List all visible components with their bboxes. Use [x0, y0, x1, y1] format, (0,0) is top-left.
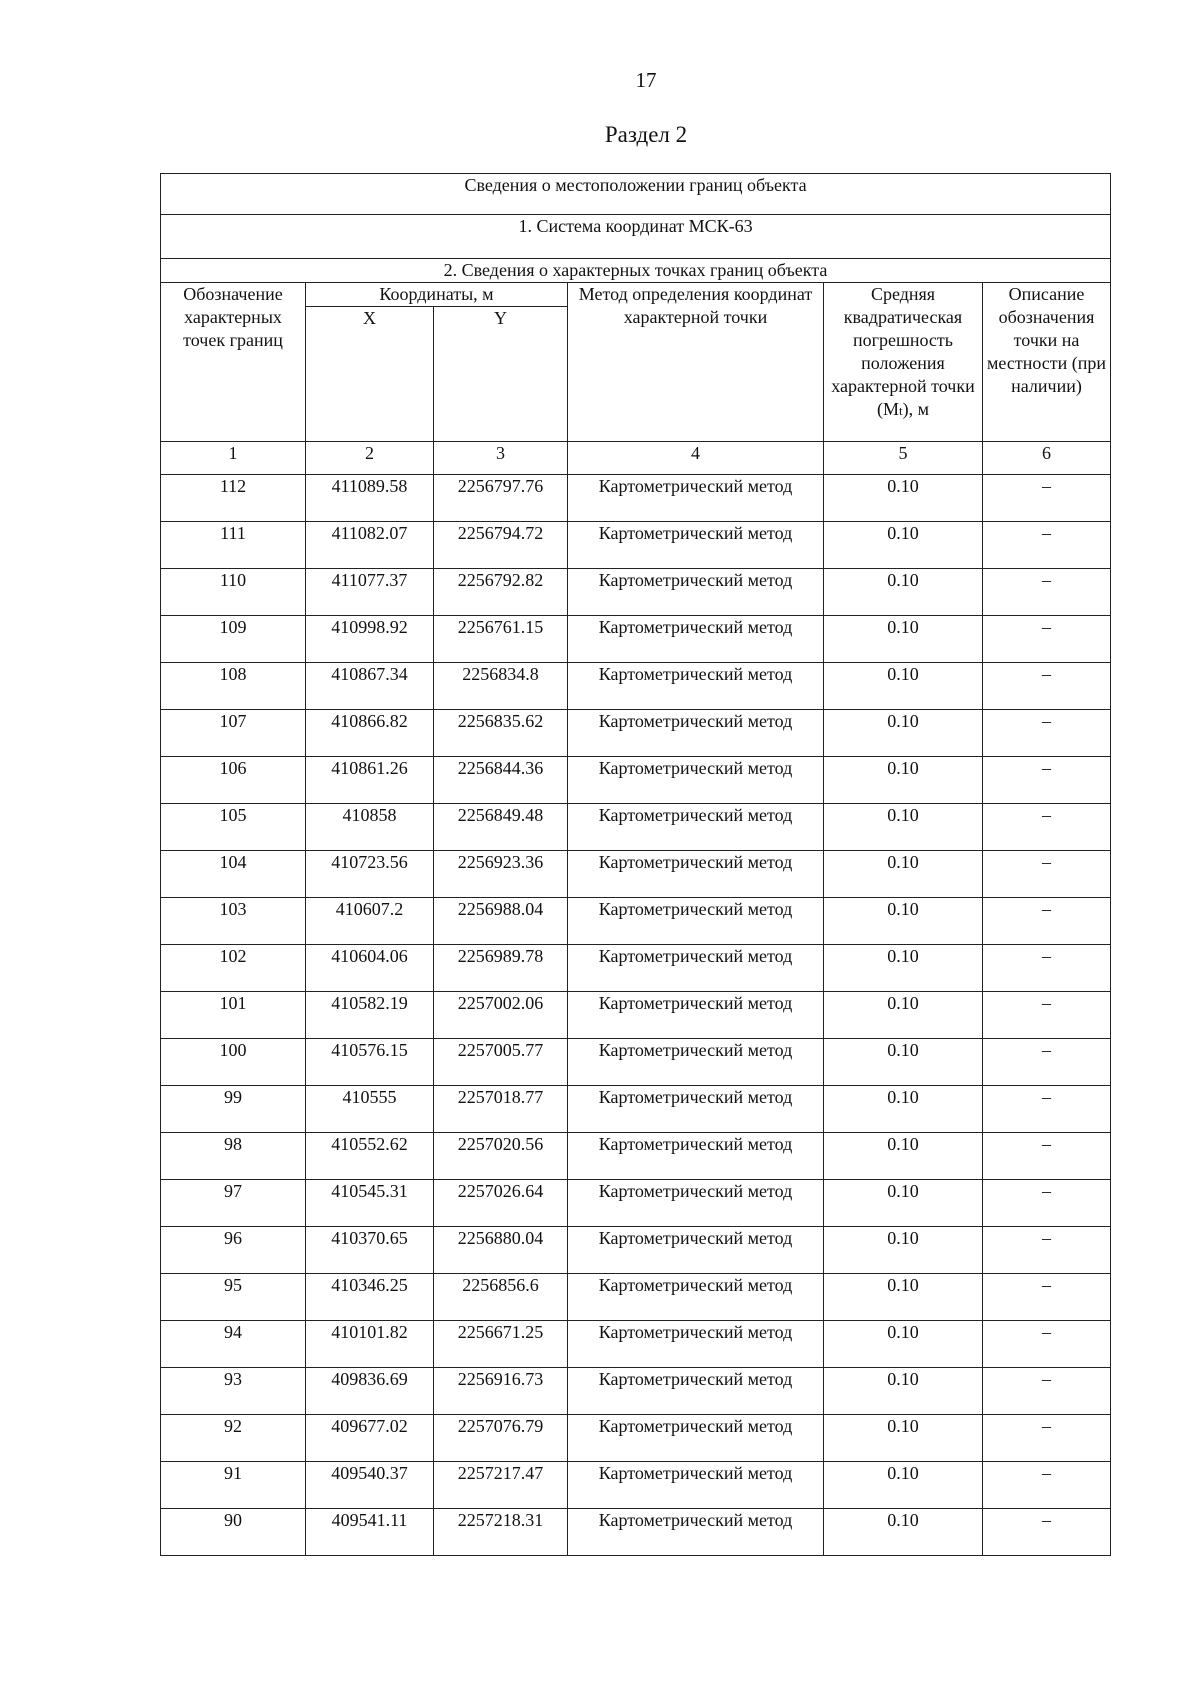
y-cell: 2256989.78 [434, 945, 568, 992]
description-cell: – [983, 616, 1111, 663]
method-cell: Картометрический метод [568, 992, 824, 1039]
method-cell: Картометрический метод [568, 663, 824, 710]
header-error-subscript: t [898, 403, 903, 418]
description-cell: – [983, 1227, 1111, 1274]
error-cell: 0.10 [824, 757, 983, 804]
table-row [161, 1509, 1111, 1556]
description-cell: – [983, 1039, 1111, 1086]
error-cell: 0.10 [824, 1462, 983, 1509]
y-cell: 2256792.82 [434, 569, 568, 616]
x-cell: 410545.31 [306, 1180, 434, 1227]
y-cell: 2256671.25 [434, 1321, 568, 1368]
y-cell: 2256844.36 [434, 757, 568, 804]
error-cell: 0.10 [824, 1180, 983, 1227]
method-cell: Картометрический метод [568, 757, 824, 804]
table-row [161, 475, 1111, 522]
error-cell: 0.10 [824, 569, 983, 616]
description-cell: – [983, 1368, 1111, 1415]
y-cell: 2257005.77 [434, 1039, 568, 1086]
error-cell: 0.10 [824, 1086, 983, 1133]
point-id-cell: 90 [161, 1509, 306, 1556]
y-cell: 2256923.36 [434, 851, 568, 898]
x-cell: 410576.15 [306, 1039, 434, 1086]
error-cell: 0.10 [824, 992, 983, 1039]
x-cell: 409836.69 [306, 1368, 434, 1415]
error-cell: 0.10 [824, 1133, 983, 1180]
error-cell: 0.10 [824, 945, 983, 992]
table-row [161, 945, 1111, 992]
y-cell: 2256849.48 [434, 804, 568, 851]
table-row [161, 522, 1111, 569]
point-id-cell: 92 [161, 1415, 306, 1462]
error-cell: 0.10 [824, 1274, 983, 1321]
point-id-cell: 96 [161, 1227, 306, 1274]
x-cell: 410582.19 [306, 992, 434, 1039]
point-id-cell: 93 [161, 1368, 306, 1415]
method-cell: Картометрический метод [568, 1180, 824, 1227]
description-cell: – [983, 851, 1111, 898]
x-cell: 410861.26 [306, 757, 434, 804]
page-number: 17 [635, 68, 657, 92]
method-cell: Картометрический метод [568, 710, 824, 757]
method-cell: Картометрический метод [568, 1462, 824, 1509]
x-cell: 409677.02 [306, 1415, 434, 1462]
table-row [161, 1368, 1111, 1415]
point-id-cell: 108 [161, 663, 306, 710]
error-cell: 0.10 [824, 710, 983, 757]
method-cell: Картометрический метод [568, 945, 824, 992]
column-number: 2 [306, 442, 434, 475]
x-cell: 410552.62 [306, 1133, 434, 1180]
table-row [161, 898, 1111, 945]
table-row [161, 1321, 1111, 1368]
description-cell: – [983, 569, 1111, 616]
point-id-cell: 105 [161, 804, 306, 851]
error-cell: 0.10 [824, 663, 983, 710]
description-cell: – [983, 475, 1111, 522]
x-cell: 411082.07 [306, 522, 434, 569]
point-id-cell: 100 [161, 1039, 306, 1086]
method-cell: Картометрический метод [568, 475, 824, 522]
error-cell: 0.10 [824, 804, 983, 851]
x-cell: 410867.34 [306, 663, 434, 710]
error-cell: 0.10 [824, 1039, 983, 1086]
point-id-cell: 106 [161, 757, 306, 804]
x-cell: 410101.82 [306, 1321, 434, 1368]
point-id-cell: 98 [161, 1133, 306, 1180]
point-id-cell: 102 [161, 945, 306, 992]
header-y: Y [434, 307, 568, 442]
header-method: Метод определения координат характерной точки [568, 283, 824, 442]
x-cell: 410346.25 [306, 1274, 434, 1321]
table-row [161, 851, 1111, 898]
table-title: Сведения о местоположении границ объекта [161, 174, 1111, 215]
description-cell: – [983, 992, 1111, 1039]
description-cell: – [983, 945, 1111, 992]
y-cell: 2256797.76 [434, 475, 568, 522]
description-cell: – [983, 1133, 1111, 1180]
method-cell: Картометрический метод [568, 1274, 824, 1321]
table-row [161, 804, 1111, 851]
table-row [161, 663, 1111, 710]
method-cell: Картометрический метод [568, 522, 824, 569]
x-cell: 410370.65 [306, 1227, 434, 1274]
x-cell: 409541.11 [306, 1509, 434, 1556]
method-cell: Картометрический метод [568, 569, 824, 616]
x-cell: 410998.92 [306, 616, 434, 663]
y-cell: 2256856.6 [434, 1274, 568, 1321]
column-number: 4 [568, 442, 824, 475]
point-id-cell: 94 [161, 1321, 306, 1368]
y-cell: 2257217.47 [434, 1462, 568, 1509]
point-id-cell: 99 [161, 1086, 306, 1133]
header-designation: Обозначение характерных точек границ [161, 283, 306, 442]
header-error [824, 283, 983, 442]
header-error-text: Средняя квадратическая погрешность положения характерной точки (M [831, 284, 975, 419]
table-row [161, 1180, 1111, 1227]
error-cell: 0.10 [824, 1321, 983, 1368]
error-cell: 0.10 [824, 475, 983, 522]
table-row [161, 1274, 1111, 1321]
method-cell: Картометрический метод [568, 804, 824, 851]
point-id-cell: 107 [161, 710, 306, 757]
description-cell: – [983, 1415, 1111, 1462]
description-cell: – [983, 522, 1111, 569]
x-cell: 411077.37 [306, 569, 434, 616]
error-cell: 0.10 [824, 1415, 983, 1462]
y-cell: 2256988.04 [434, 898, 568, 945]
y-cell: 2257076.79 [434, 1415, 568, 1462]
error-cell: 0.10 [824, 522, 983, 569]
error-cell: 0.10 [824, 851, 983, 898]
method-cell: Картометрический метод [568, 1368, 824, 1415]
description-cell: – [983, 1509, 1111, 1556]
error-cell: 0.10 [824, 1368, 983, 1415]
description-cell: – [983, 1321, 1111, 1368]
point-id-cell: 104 [161, 851, 306, 898]
table-row [161, 992, 1111, 1039]
column-number: 5 [824, 442, 983, 475]
column-number: 3 [434, 442, 568, 475]
error-cell: 0.10 [824, 1227, 983, 1274]
x-cell: 411089.58 [306, 475, 434, 522]
method-cell: Картометрический метод [568, 1321, 824, 1368]
x-cell: 410607.2 [306, 898, 434, 945]
y-cell: 2257020.56 [434, 1133, 568, 1180]
point-id-cell: 97 [161, 1180, 306, 1227]
table-row [161, 1133, 1111, 1180]
x-cell: 410858 [306, 804, 434, 851]
point-id-cell: 111 [161, 522, 306, 569]
table-row [161, 710, 1111, 757]
x-cell: 410555 [306, 1086, 434, 1133]
y-cell: 2256880.04 [434, 1227, 568, 1274]
y-cell: 2256761.15 [434, 616, 568, 663]
description-cell: – [983, 757, 1111, 804]
y-cell: 2257026.64 [434, 1180, 568, 1227]
section-title: Раздел 2 [604, 122, 688, 147]
x-cell: 410723.56 [306, 851, 434, 898]
y-cell: 2257218.31 [434, 1509, 568, 1556]
points-heading: 2. Сведения о характерных точках границ объекта [161, 259, 1111, 283]
point-id-cell: 101 [161, 992, 306, 1039]
boundary-points-table [160, 173, 1111, 1556]
description-cell: – [983, 710, 1111, 757]
y-cell: 2256794.72 [434, 522, 568, 569]
description-cell: – [983, 1274, 1111, 1321]
description-cell: – [983, 804, 1111, 851]
table-row [161, 616, 1111, 663]
point-id-cell: 110 [161, 569, 306, 616]
table-row [161, 569, 1111, 616]
table-row [161, 1039, 1111, 1086]
x-cell: 410866.82 [306, 710, 434, 757]
header-coordinates: Координаты, м [306, 283, 568, 307]
y-cell: 2257002.06 [434, 992, 568, 1039]
error-cell: 0.10 [824, 1509, 983, 1556]
table-row [161, 1415, 1111, 1462]
error-cell: 0.10 [824, 898, 983, 945]
table-row [161, 1227, 1111, 1274]
method-cell: Картометрический метод [568, 1227, 824, 1274]
point-id-cell: 91 [161, 1462, 306, 1509]
description-cell: – [983, 898, 1111, 945]
point-id-cell: 95 [161, 1274, 306, 1321]
description-cell: – [983, 663, 1111, 710]
method-cell: Картометрический метод [568, 1509, 824, 1556]
y-cell: 2257018.77 [434, 1086, 568, 1133]
description-cell: – [983, 1180, 1111, 1227]
header-description: Описание обозначения точки на местности (при наличии) [983, 283, 1111, 442]
point-id-cell: 109 [161, 616, 306, 663]
header-error-unit: ), м [902, 399, 929, 419]
method-cell: Картометрический метод [568, 1415, 824, 1462]
y-cell: 2256835.62 [434, 710, 568, 757]
description-cell: – [983, 1086, 1111, 1133]
error-cell: 0.10 [824, 616, 983, 663]
table-row [161, 757, 1111, 804]
x-cell: 409540.37 [306, 1462, 434, 1509]
x-cell: 410604.06 [306, 945, 434, 992]
method-cell: Картометрический метод [568, 616, 824, 663]
point-id-cell: 103 [161, 898, 306, 945]
method-cell: Картометрический метод [568, 1039, 824, 1086]
method-cell: Картометрический метод [568, 1133, 824, 1180]
y-cell: 2256916.73 [434, 1368, 568, 1415]
table-row [161, 1462, 1111, 1509]
method-cell: Картометрический метод [568, 851, 824, 898]
y-cell: 2256834.8 [434, 663, 568, 710]
column-number: 6 [983, 442, 1111, 475]
method-cell: Картометрический метод [568, 898, 824, 945]
header-x: X [306, 307, 434, 442]
method-cell: Картометрический метод [568, 1086, 824, 1133]
coordinate-system: 1. Система координат МСК-63 [161, 215, 1111, 259]
description-cell: – [983, 1462, 1111, 1509]
column-number: 1 [161, 442, 306, 475]
point-id-cell: 112 [161, 475, 306, 522]
table-row [161, 1086, 1111, 1133]
